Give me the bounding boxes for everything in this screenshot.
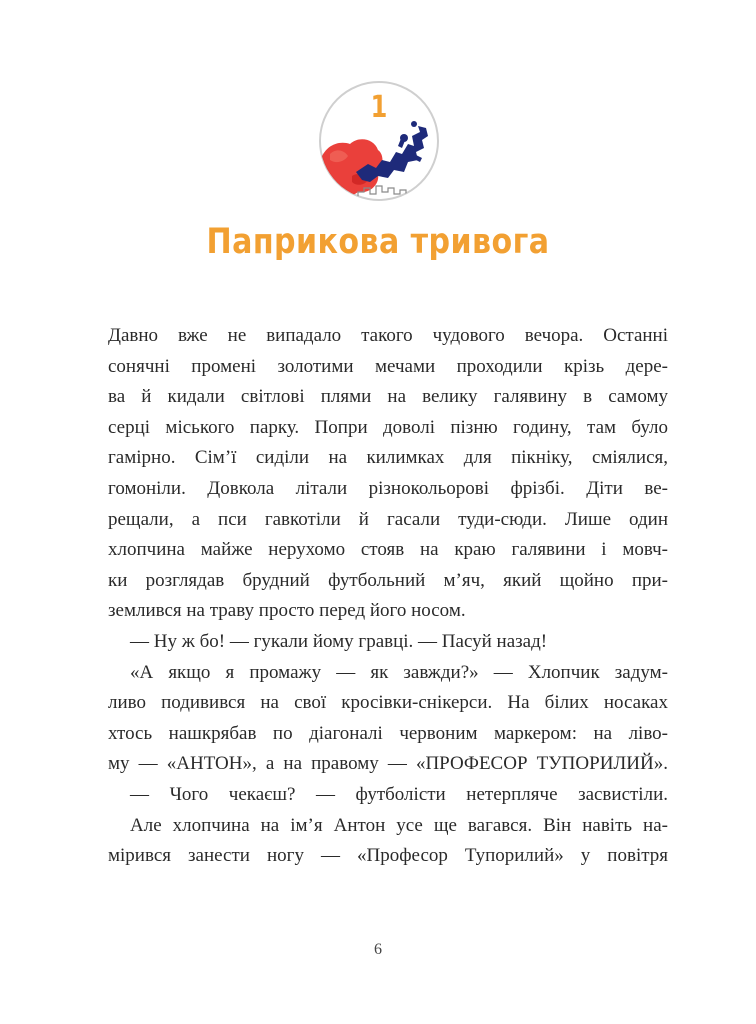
text-line: хтось нашкрябав по діагоналі червоним маркером: на ліво- [108, 722, 668, 744]
text-line: мірився занести ногу — «Професор Тупорилий» у повітря [108, 845, 668, 867]
text-line: — Ну ж бо! — гукали йому гравці. — Пасуй назад! [130, 630, 548, 652]
text-line: Але хлопчина на ім’я Антон усе ще вагався. Він навіть на- [130, 814, 668, 836]
text-line: Давно вже не випадало такого чудового вечора. Останні [108, 325, 668, 346]
text-line: «А якщо я промажу — як завжди?» — Хлопчик задум- [130, 661, 668, 683]
text-line: сонячні промені золотими мечами проходили крізь дере- [108, 355, 668, 377]
chapter-number: 1 [370, 90, 388, 125]
text-line: гамірно. Сім’ї сиділи на килимках для пікніку, сміялися, [108, 447, 668, 469]
text-line: ливо подивився на свої кросівки-снікерси. На білих носаках [108, 692, 668, 714]
text-line: ва й кидали світлові плями на велику галявину в самому [108, 386, 668, 408]
page-number: 6 [374, 941, 382, 958]
text-line: — Чого чекаєш? — футболісти нетерпляче засвистіли. [130, 783, 668, 805]
text-line: землився на траву просто перед його носом. [108, 600, 466, 622]
text-line: серці міського парку. Попри доволі пізню годину, там було [108, 416, 668, 438]
chapter-emblem [318, 80, 440, 202]
text-line: му — «АНТОН», а на правому — «ПРОФЕСОР ТУПОРИЛИЙ». [108, 753, 668, 775]
text-line: хлопчина майже нерухомо стояв на краю галявини і мовч- [108, 539, 668, 561]
text-line: рещали, а пси гавкотіли й гасали туди-сюди. Лише один [108, 508, 668, 530]
text-line: ки розглядав брудний футбольний м’яч, який щойно при- [108, 569, 668, 591]
body-text [108, 321, 668, 872]
chapter-title: Паприкова тривога [206, 222, 550, 262]
text-line: гомоніли. Довкола літали різнокольорові фрізбі. Діти ве- [108, 477, 668, 499]
